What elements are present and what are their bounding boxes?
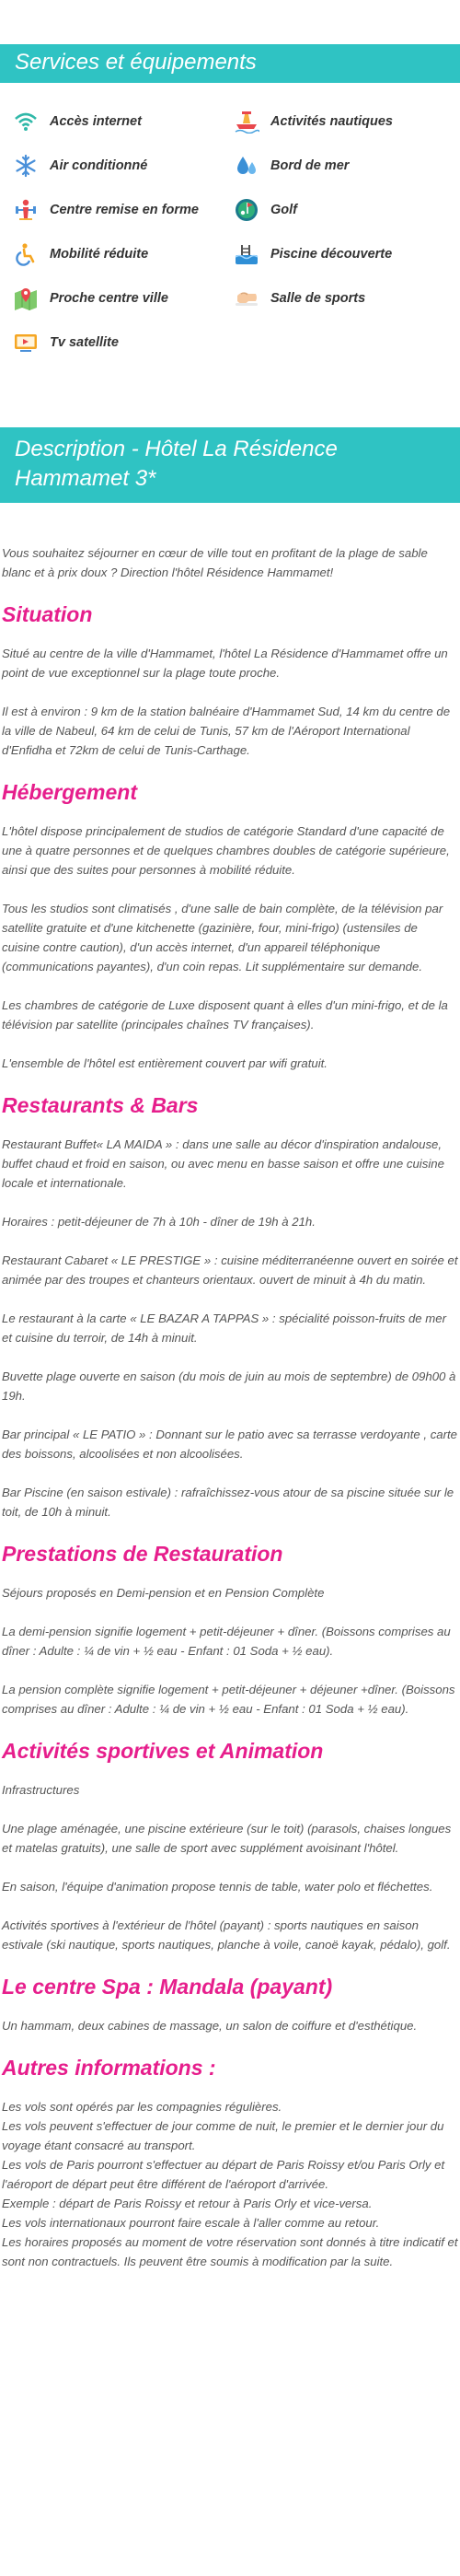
paragraph: L'hôtel dispose principalement de studios de catégorie Standard d'une capacité de une à quatre personnes et de quelques chambres doubles de catégorie supérieure, ainsi que des suites pour personnes à mobilité réduite.: [2, 824, 450, 877]
service-label: Accès internet: [50, 114, 142, 129]
wifi-icon: [13, 109, 39, 134]
service-nautical: [234, 99, 460, 144]
service-fitness: [0, 188, 234, 232]
service-accessibility: [0, 232, 234, 276]
paragraph: Séjours proposés en Demi-pension et en Pension Complète: [2, 1586, 325, 1600]
service-label: Golf: [270, 203, 297, 217]
wheelchair-icon: [13, 241, 39, 267]
info-line: Les horaires proposés au moment de votre réservation sont donnés à titre indicatif et sont non contractuels. Ils peuvent être soumis à modification par la suite.: [2, 2235, 458, 2268]
info-line: Exemple : départ de Paris Roissy et retour à Paris Orly et vice-versa.: [2, 2197, 373, 2210]
paragraph: La pension complète signifie logement + petit-déjeuner + déjeuner +dîner. (Boissons comprises au dîner : Adulte : ¼ de vin + ½ eau - Enfant : 01 Soda + ½ eau).: [2, 1683, 455, 1716]
section-heading-hebergement: Hébergement: [2, 780, 137, 804]
section-heading-activites: Activités sportives et Animation: [2, 1739, 324, 1763]
info-line: Les vols de Paris pourront s'effectuer au départ de Paris Roissy et/ou Paris Orly et l'aéroport de départ peut être différent de l'aéroport d'arrivée.: [2, 2158, 445, 2191]
paragraph: Infrastructures: [2, 1783, 80, 1797]
section-heading-restaurants: Restaurants & Bars: [2, 1093, 199, 1117]
paragraph: Les chambres de catégorie de Luxe disposent quant à elles d'un mini-frigo, et de la télévision par satellite (principales chaînes TV françaises).: [2, 998, 448, 1032]
other-info-list: [2, 2097, 458, 2271]
section-heading-situation: Situation: [2, 602, 93, 626]
info-line: Les vols peuvent s'effectuer de jour comme de nuit, le premier et le dernier jour du voyage étant consacré au transport.: [2, 2119, 444, 2152]
service-gym: [234, 276, 460, 321]
paragraph: Bar principal « LE PATIO » : Donnant sur le patio avec sa terrasse verdoyante , carte des boissons, alcoolisées et non alcoolisées.: [2, 1428, 458, 1461]
section-heading-spa: Le centre Spa : Mandala (payant): [2, 1975, 333, 1999]
paragraph: Tous les studios sont climatisés , d'une salle de bain complète, de la télévision par satellite gratuite et d'une kitchenette (gazinière, four, mini-frigo) (ustensiles de cuisine contre caution), d'un accès internet, d'un appareil téléphonique (communications payantes), d'un coin repas. Lit supplémentaire sur demande.: [2, 902, 443, 973]
service-beach: [234, 144, 460, 188]
gym-icon: [234, 286, 259, 311]
service-tv: [0, 321, 234, 365]
water-drop-icon: [234, 153, 259, 179]
service-label: Mobilité réduite: [50, 247, 149, 262]
services-banner: Services et équipements: [0, 44, 460, 83]
service-label: Salle de sports: [270, 291, 366, 306]
pool-icon: [234, 241, 259, 267]
paragraph: La demi-pension signifie logement + petit-déjeuner + dîner. (Boissons comprises au dîner : Adulte : ¼ de vin + ½ eau - Enfant : 01 Soda + ½ eau).: [2, 1625, 451, 1658]
section-heading-autres: Autres informations :: [2, 2056, 216, 2080]
paragraph: Activités sportives à l'extérieur de l'hôtel (payant) : sports nautiques en saison estivale (ski nautique, sports nautiques, planche à voile, canoë kayak, pédalo), golf.: [2, 1918, 451, 1952]
paragraph: Situé au centre de la ville d'Hammamet, l'hôtel La Résidence d'Hammamet offre un point de vue exceptionnel sur la plage toute proche.: [2, 647, 448, 680]
paragraph: Horaires : petit-déjeuner de 7h à 10h - dîner de 19h à 21h.: [2, 1215, 316, 1229]
service-label: Activités nautiques: [270, 114, 393, 129]
service-city-center: [0, 276, 234, 321]
paragraph: Bar Piscine (en saison estivale) : rafraîchissez-vous atour de sa piscine située sur le toit, de 10h à minuit.: [2, 1486, 454, 1519]
golf-icon: [234, 197, 259, 223]
paragraph: Une plage aménagée, une piscine extérieure (sur le toit) (parasols, chaises longues et matelas gratuits), une salle de sport avec supplément avoisinant l'hôtel.: [2, 1822, 452, 1855]
paragraph: Le restaurant à la carte « LE BAZAR A TAPPAS » : spécialité poisson-fruits de mer et cuisine du terroir, de 14h à minuit.: [2, 1311, 447, 1345]
fitness-icon: [13, 197, 39, 223]
paragraph: Restaurant Cabaret « LE PRESTIGE » : cuisine méditerranéenne ouvert en soirée et animée par des troupes et chanteurs orientaux. ouvert de minuit à 4h du matin.: [2, 1253, 458, 1287]
section-heading-restauration: Prestations de Restauration: [2, 1542, 283, 1566]
paragraph: Un hammam, deux cabines de massage, un salon de coiffure et d'esthétique.: [2, 2019, 418, 2033]
service-label: Piscine découverte: [270, 247, 393, 262]
info-line: Les vols sont opérés par les compagnies régulières.: [2, 2100, 282, 2114]
service-internet: [0, 99, 234, 144]
map-pin-icon: [13, 286, 39, 311]
service-label: Centre remise en forme: [50, 203, 199, 217]
paragraph: Restaurant Buffet« LA MAIDA » : dans une salle au décor d'inspiration andalouse, buffet chaud et froid en saison, ou avec menu en basse saison et offre une cuisine locale et internationale.: [2, 1137, 444, 1190]
jet-ski-icon: [234, 109, 259, 134]
description-body: [0, 543, 460, 2308]
service-pool: [234, 232, 460, 276]
service-label: Bord de mer: [270, 158, 350, 173]
tv-icon: [13, 330, 39, 356]
service-label: Tv satellite: [50, 335, 119, 350]
paragraph: En saison, l'équipe d'animation propose tennis de table, water polo et fléchettes.: [2, 1880, 433, 1894]
service-golf: [234, 188, 460, 232]
paragraph: Buvette plage ouverte en saison (du mois de juin au mois de septembre) de 09h00 à 19h.: [2, 1370, 456, 1403]
description-banner: Description - Hôtel La Résidence Hammamet 3*: [0, 427, 460, 503]
service-label: Air conditionné: [50, 158, 148, 173]
paragraph: Il est à environ : 9 km de la station balnéaire d'Hammamet Sud, 14 km du centre de la ville de Nabeul, 64 km de celui de Tunis, 57 km de l'Aéroport International d'Enfidha et 72km de celui de Tunis-Carthage.: [2, 705, 451, 757]
info-line: Les vols internationaux pourront faire escale à l'aller comme au retour.: [2, 2216, 380, 2230]
paragraph: L'ensemble de l'hôtel est entièrement couvert par wifi gratuit.: [2, 1056, 328, 1070]
services-grid: [0, 83, 460, 365]
service-label: Proche centre ville: [50, 291, 168, 306]
snowflake-icon: [13, 153, 39, 179]
intro-text: Vous souhaitez séjourner en cœur de ville tout en profitant de la plage de sable blanc et à prix doux ? Direction l'hôtel Résidence Hammamet!: [2, 546, 428, 579]
service-ac: [0, 144, 234, 188]
